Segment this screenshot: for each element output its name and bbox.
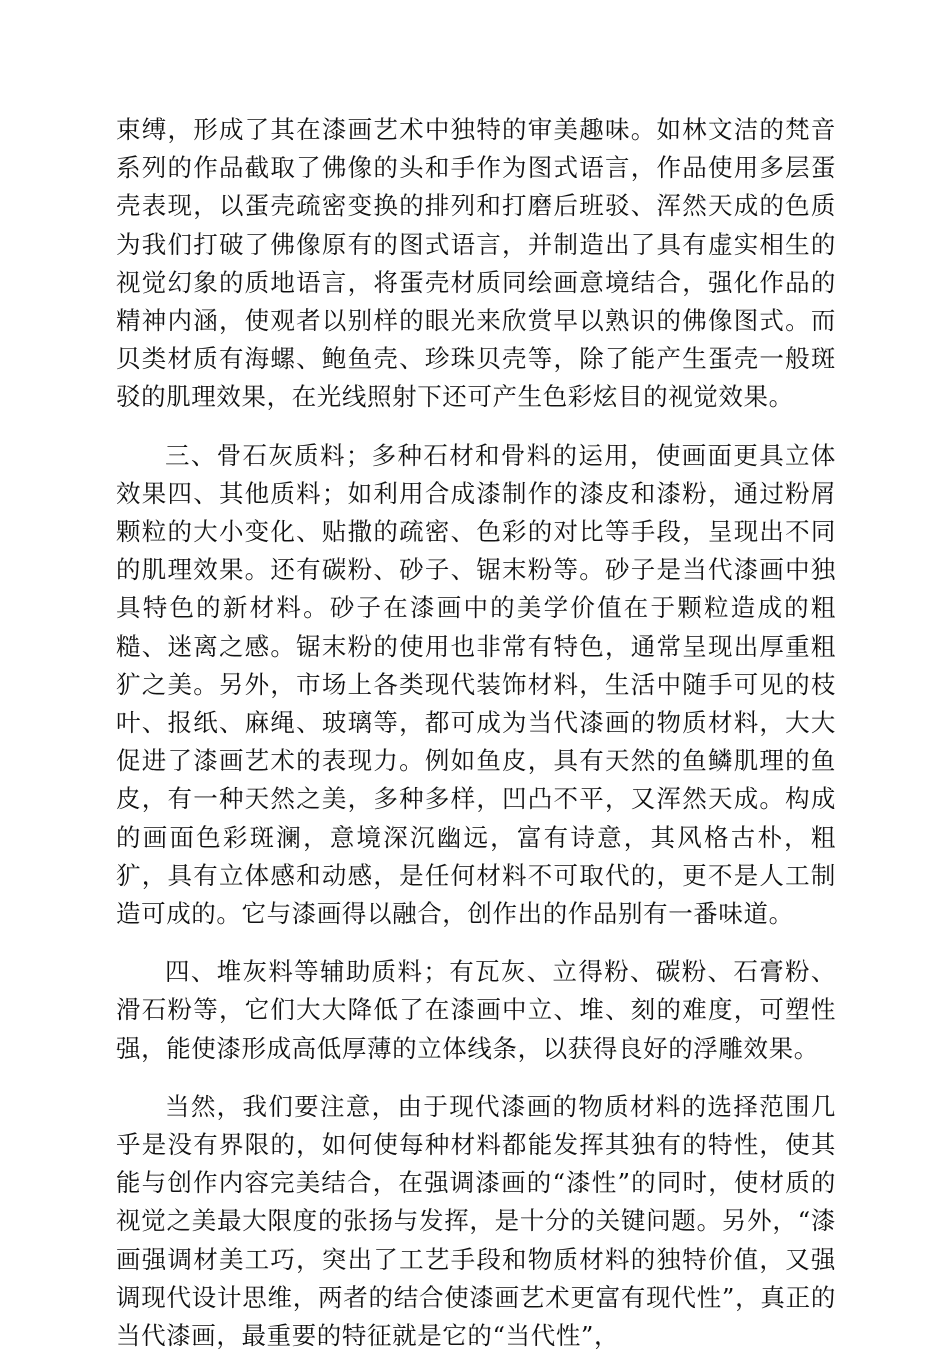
paragraph-bone-stone-materials: 三、骨石灰质料；多种石材和骨料的运用，使画面更具立体效果四、其他质料；如利用合成漆制作的漆皮和漆粉，通过粉屑颗粒的大小变化、贴撒的疏密、色彩的对比等手段，呈现出不同的肌理效果。还有碳粉、砂子、锯末粉等。砂子是当代漆画中独具特色的新材料。砂子在漆画中的美学价值在于颗粒造成的粗糙、迷离之感。锯末粉的使用也非常有特色，通常呈现出厚重粗犷之美。另外，市场上各类现代装饰材料，生活中随手可见的枝叶、报纸、麻绳、玻璃等，都可成为当代漆画的物质材料，大大促进了漆画艺术的表现力。例如鱼皮，具有天然的鱼鳞肌理的鱼皮，有一种天然之美，多种多样，凹凸不平，又浑然天成。构成的画面色彩斑澜，意境深沉幽远，富有诗意，其风格古朴，粗犷，具有立体感和动感，是任何材料不可取代的，更不是人工制造可成的。它与漆画得以融合，创作出的作品别有一番味道。 [116, 440, 836, 929]
paragraph-eggshell-materials: 束缚，形成了其在漆画艺术中独特的审美趣味。如林文洁的梵音系列的作品截取了佛像的头和手作为图式语言，作品使用多层蛋壳表现，以蛋壳疏密变换的排列和打磨后班驳、浑然天成的色质为我们打破了佛像原有的图式语言，并制造出了具有虚实相生的视觉幻象的质地语言，将蛋壳材质同绘画意境结合，强化作品的精神内涵，使观者以别样的眼光来欣赏早以熟识的佛像图式。而贝类材质有海螺、鲍鱼壳、珍珠贝壳等，除了能产生蛋壳一般斑驳的肌理效果，在光线照射下还可产生色彩炫目的视觉效果。 [116, 115, 836, 412]
paragraph-conclusion: 当然，我们要注意，由于现代漆画的物质材料的选择范围几乎是没有界限的，如何使每种材料都能发挥其独有的特性，使其能与创作内容完美结合，在强调漆画的“漆性”的同时，使材质的视觉之美最大限度的张扬与发挥，是十分的关键问题。另外，“漆画强调材美工巧，突出了工艺手段和物质材料的独特价值，又强调现代设计思维，两者的结合使漆画艺术更富有现代性”，真正的当代漆画，最重要的特征就是它的“当代性”， [116, 1091, 836, 1351]
paragraph-auxiliary-materials: 四、堆灰料等辅助质料；有瓦灰、立得粉、碳粉、石膏粉、滑石粉等，它们大大降低了在漆画中立、堆、刻的难度，可塑性强，能使漆形成高低厚薄的立体线条，以获得良好的浮雕效果。 [116, 957, 836, 1063]
document-body [116, 111, 836, 1355]
